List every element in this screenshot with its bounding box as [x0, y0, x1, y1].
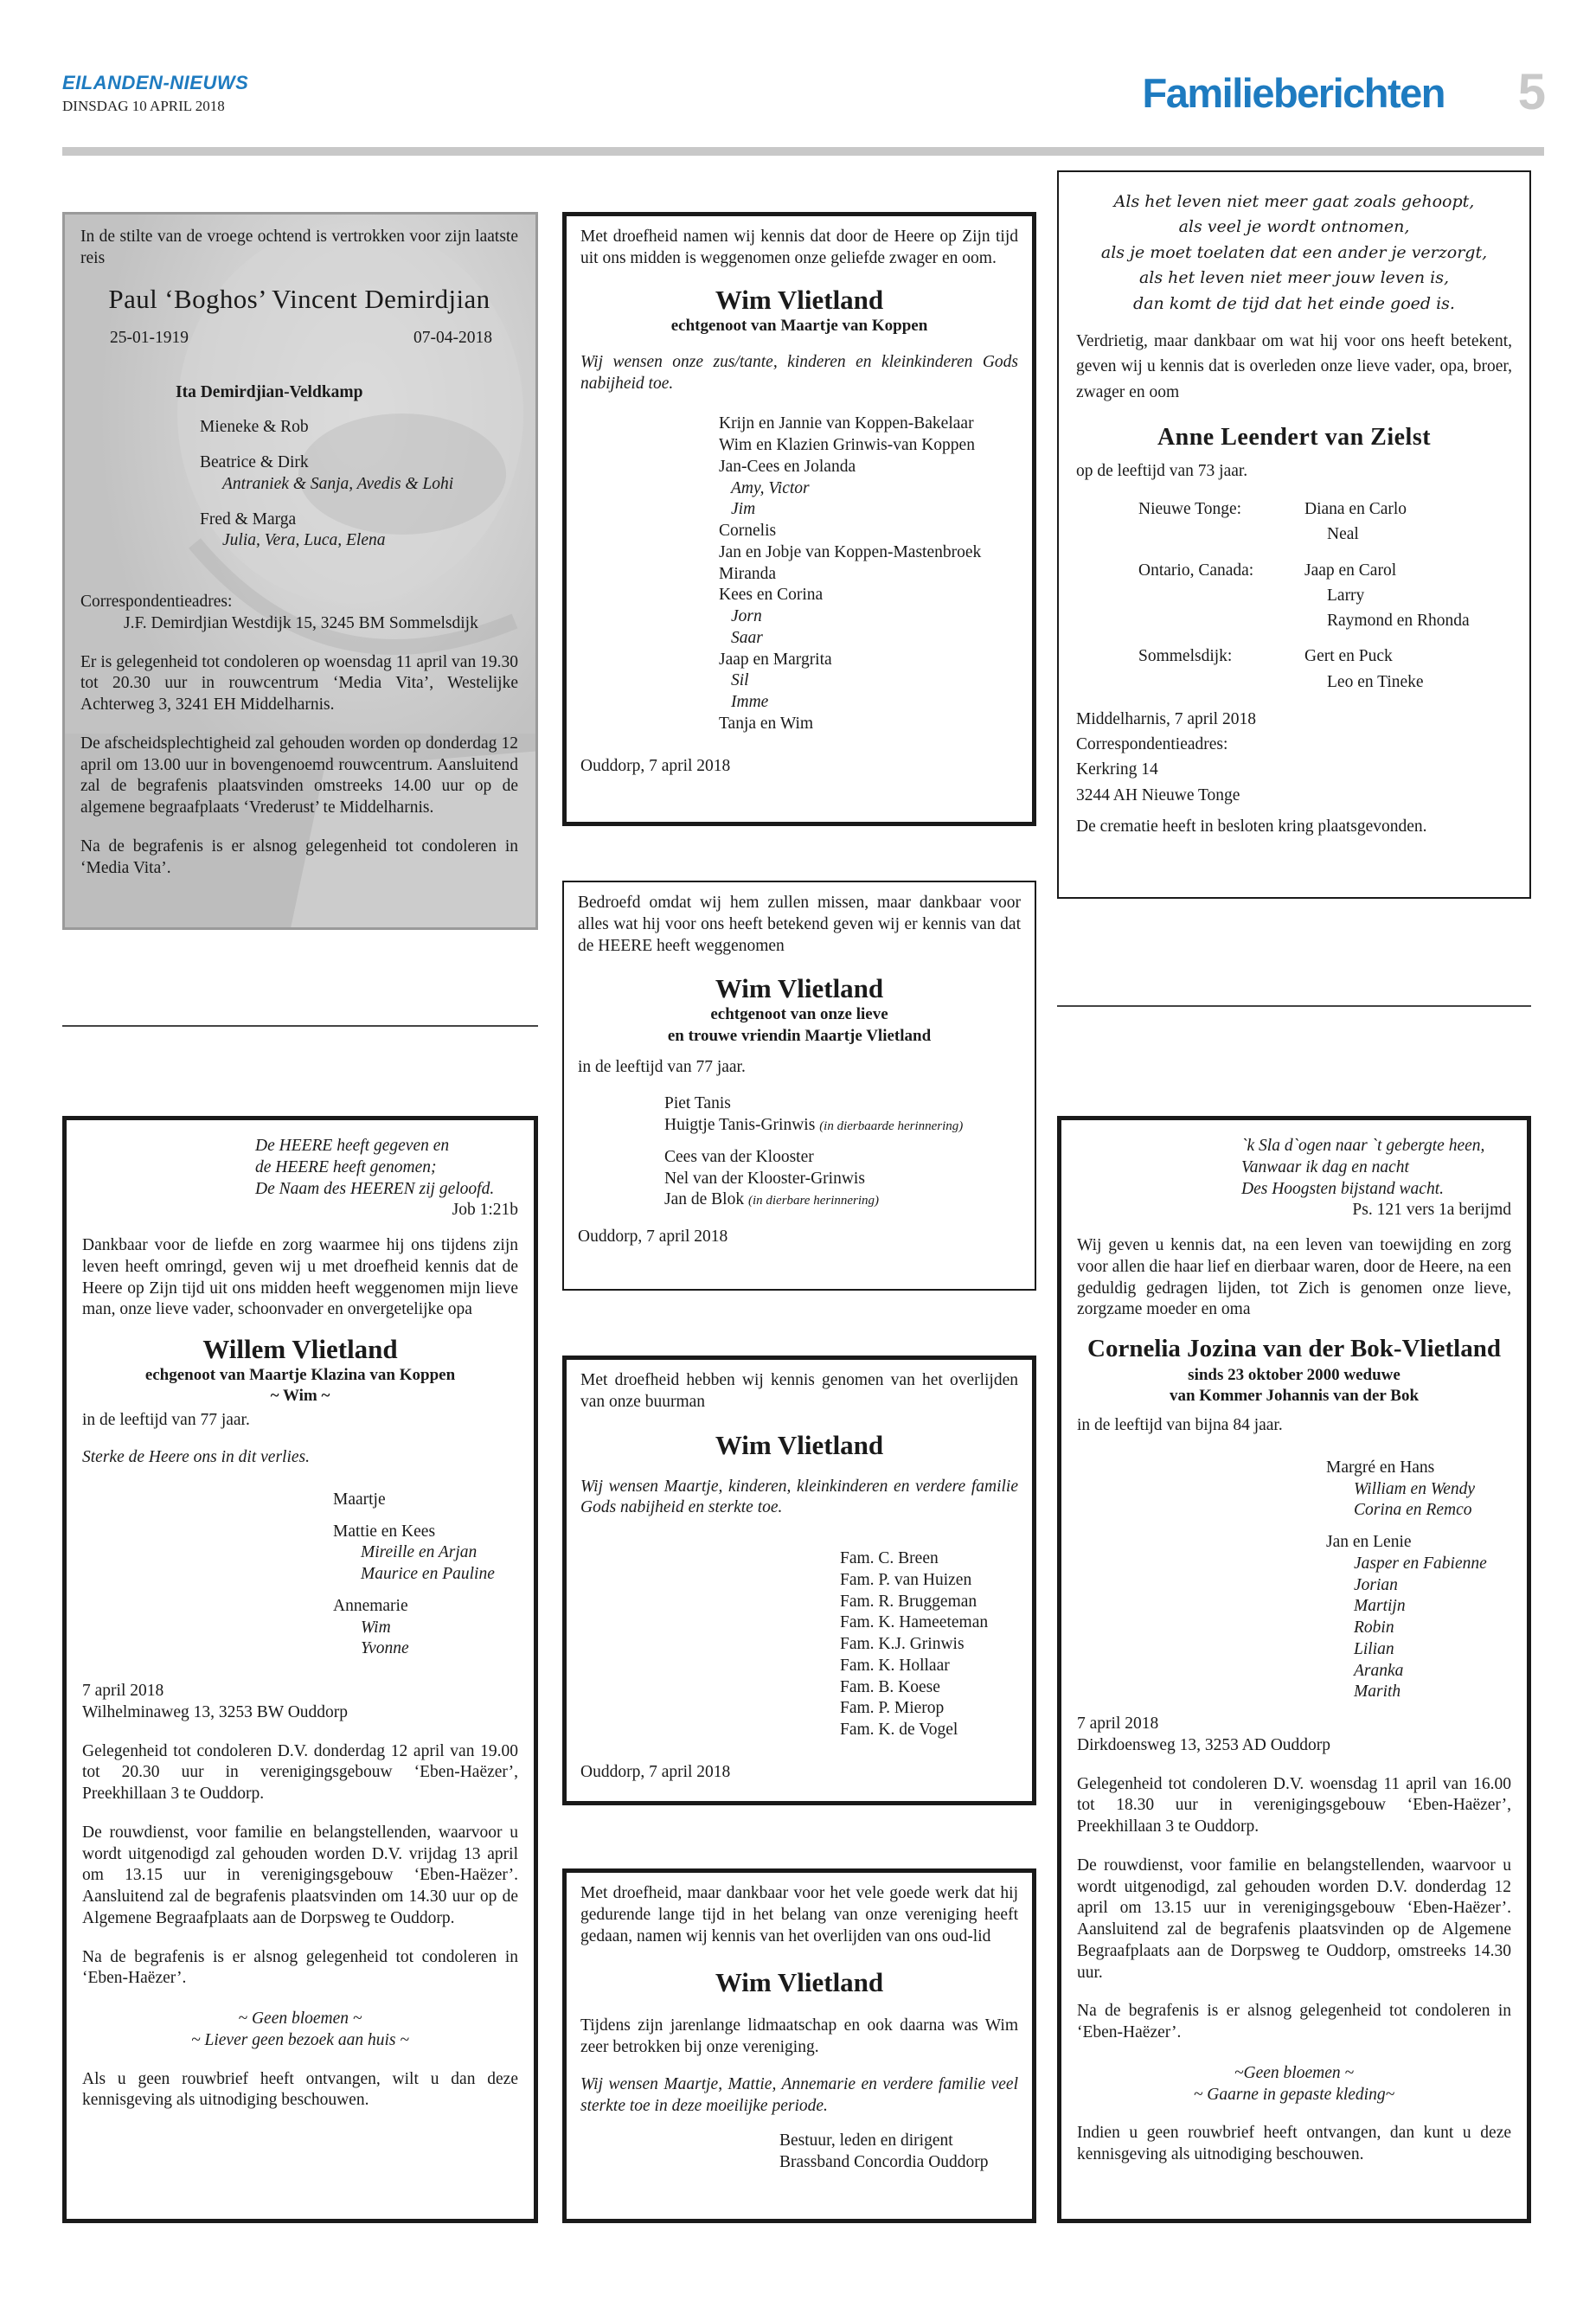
family-member: Jan-Cees en Jolanda — [719, 457, 856, 476]
verse-reference: Job 1:21b — [452, 1201, 518, 1220]
invitation-note: Indien u geen rouwbrief heeft ontvangen, dan kunt u deze kennisgeving als uitnodiging beschouwen. — [1077, 2124, 1511, 2164]
condolence-info: Gelegenheid tot condoleren D.V. donderdag 12 april van 19.00 tot 20.30 uur in verenigingsgebouw ‘Eben-Haëzer’, Preekhillaan 3 te Ouddorp. — [82, 1741, 518, 1804]
wim2-name: Wim Vlietland — [715, 973, 884, 1004]
grandchildren: Jim — [731, 500, 756, 519]
service-info: De rouwdienst, voor familie en belangstellenden, waarvoor u wordt uitgenodigd, zal gehouden worden D.V. donderdag 12 april om 13.15 uur in verenigingsgebouw ‘Eben-Haëzer’. Aansluitend zal de begrafenis plaatsvinden op de Algemene Begraafplaats aan de Dorpsweg te Ouddorp, omstreeks 14.30 uur. — [1077, 1856, 1511, 1982]
place-label: Ontario, Canada: — [1138, 561, 1254, 580]
neighbour-name: Fam. K. Hameeteman — [840, 1613, 989, 1632]
visit-note: ~ Liever geen bezoek aan huis ~ — [191, 2030, 409, 2049]
dress-note: ~ Gaarne in gepaste kleding~ — [1193, 2085, 1395, 2104]
grandchildren: Jasper en Fabienne — [1354, 1554, 1487, 1573]
service-info: De rouwdienst, voor familie en belangstellenden, waarvoor u wordt uitgenodigd zal gehouden worden D.V. vrijdag 13 april om 13.15 uur in verenigingsgebouw ‘Eben-Haëzer’. Aansluitend zal de begrafenis plaatsvinden om 14.30 uur op de Algemene Begraafplaats aan de Dorpsweg te Ouddorp. — [82, 1823, 518, 1927]
wim4-wish: Wij wensen Maartje, Mattie, Annemarie en verdere familie veel sterkte toe in deze moeilijke periode. — [580, 2074, 1018, 2115]
family-member: Margré en Hans — [1326, 1458, 1435, 1477]
wim1-name: Wim Vlietland — [715, 284, 884, 315]
wim3-place: Ouddorp, 7 april 2018 — [580, 1762, 731, 1781]
neighbour-name: Fam. C. Breen — [840, 1549, 939, 1568]
grandchildren: Jorian — [1354, 1575, 1398, 1594]
grandchildren: Robin — [1354, 1618, 1394, 1638]
corr-label: Correspondentieadres: — [80, 593, 233, 612]
wim1-spouse: echtgenoot van Maartje van Koppen — [670, 316, 928, 335]
address-line: Correspondentieadres: — [1076, 735, 1228, 754]
friend-name: Jan de Blok — [664, 1190, 745, 1209]
place-label: Nieuwe Tonge: — [1138, 500, 1242, 519]
neighbour-list — [580, 1548, 1018, 1741]
memory-note: (in dierbaarde herinnering) — [819, 1119, 964, 1134]
poem-line: als veel je wordt ontnomen, — [1178, 217, 1410, 237]
address-line: Kerkring 14 — [1076, 760, 1158, 779]
grandchildren: Julia, Vera, Luca, Elena — [222, 531, 386, 550]
wim1-place: Ouddorp, 7 april 2018 — [580, 756, 731, 775]
verse-reference: Ps. 121 vers 1a berijmd — [1352, 1201, 1511, 1220]
family-member: Gert en Puck — [1304, 647, 1393, 666]
family-member: Jan en Jobje van Koppen-Mastenbroek — [719, 542, 982, 561]
wim3-intro: Met droefheid hebben wij kennis genomen van het overlijden van onze buurman — [580, 1371, 1018, 1411]
grandchildren: Wim — [361, 1618, 391, 1637]
friend-name: Huigtje Tanis-Grinwis — [664, 1116, 816, 1135]
demirdjian-born: 25-01-1919 — [110, 328, 189, 347]
family-member: Annemarie — [333, 1596, 408, 1615]
cornelia-intro: Wij geven u kennis dat, na een leven van toewijding en zorg voor allen die haar lief en dierbaar waren, door de Heere, na een geduldig gedragen lijden, tot Zich is genomen onze lieve, zorgzame moeder en oma — [1077, 1236, 1511, 1319]
family-member: Diana en Carlo — [1304, 500, 1407, 519]
cornelia-name: Cornelia Jozina van der Bok-Vlietland — [1087, 1335, 1501, 1362]
divider — [62, 1025, 538, 1027]
family-member: Wim en Klazien Grinwis-van Koppen — [719, 436, 975, 455]
flowers-note: ~ Geen bloemen ~ — [238, 2009, 362, 2029]
address-line: 3244 AH Nieuwe Tonge — [1076, 785, 1240, 804]
wim1-wish: Wij wensen onze zus/tante, kinderen en kleinkinderen Gods nabijheid toe. — [580, 352, 1018, 393]
family-member: Maartje — [333, 1490, 386, 1509]
neighbour-name: Fam. P. van Huizen — [840, 1570, 972, 1589]
demirdjian-intro: In de stilte van de vroege ochtend is vertrokken voor zijn laatste reis — [80, 228, 518, 267]
issue-date: DINSDAG 10 APRIL 2018 — [62, 98, 225, 114]
notice-willem-vlietland — [62, 1116, 538, 2223]
family-member: Krijn en Jannie van Koppen-Bakelaar — [719, 414, 974, 433]
signature: Brassband Concordia Ouddorp — [779, 2153, 989, 2172]
willem-name: Willem Vlietland — [202, 1334, 398, 1364]
demirdjian-died: 07-04-2018 — [413, 328, 492, 347]
grandchildren: Antraniek & Sanja, Avedis & Lohi — [222, 474, 454, 493]
grandchildren: Sil — [731, 671, 749, 690]
demirdjian-name: Paul ‘Boghos’ Vincent Demirdjian — [108, 283, 490, 314]
family-member: Miranda — [719, 564, 777, 583]
page-number: 5 — [1517, 64, 1546, 120]
verse-line: Vanwaar ik dag en nacht — [1241, 1157, 1409, 1176]
friend-name: Nel van der Klooster-Grinwis — [664, 1169, 865, 1188]
wim2-age: in de leeftijd van 77 jaar. — [578, 1057, 746, 1076]
neighbour-name: Fam. K.J. Grinwis — [840, 1635, 965, 1654]
newspaper-brand: EILANDEN-NIEUWS — [62, 72, 249, 93]
family-member: Mieneke & Rob — [200, 418, 309, 437]
verse-line: De HEERE heeft gegeven en — [255, 1137, 450, 1155]
corr-address: J.F. Demirdjian Westdijk 15, 3245 BM Sommelsdijk — [124, 613, 478, 632]
anne-name: Anne Leendert van Zielst — [1157, 423, 1432, 451]
cornelia-address: Dirkdoensweg 13, 3253 AD Ouddorp — [1077, 1735, 1331, 1754]
friend-name: Piet Tanis — [664, 1094, 731, 1113]
after-funeral-info: Na de begrafenis is er alsnog gelegenheid tot condoleren in ‘Media Vita’. — [80, 836, 518, 877]
wim4-intro: Met droefheid, maar dankbaar voor het vele goede werk dat hij gedurende lange tijd in het belang van onze vereniging heeft gedaan, namen wij kennis van het overlijden van ons oud-lid — [580, 1884, 1018, 1945]
poem-line: Als het leven niet meer gaat zoals gehoopt, — [1113, 192, 1475, 211]
family-member: Cornelis — [719, 522, 777, 541]
address-line: Middelharnis, 7 april 2018 — [1076, 709, 1256, 728]
notice-demirdjian — [62, 212, 538, 930]
willem-age: in de leeftijd van 77 jaar. — [82, 1411, 250, 1430]
cornelia-age: in de leeftijd van bijna 84 jaar. — [1077, 1416, 1283, 1435]
invitation-note: Als u geen rouwbrief heeft ontvangen, wilt u dan deze kennisgeving als uitnodiging beschouwen. — [82, 2069, 518, 2110]
cremation-note: De crematie heeft in besloten kring plaatsgevonden. — [1076, 817, 1427, 836]
wim4-membership: Tijdens zijn jarenlange lidmaatschap en ook daarna was Wim zeer betrokken bij onze vereniging. — [580, 2016, 1018, 2057]
wim3-name: Wim Vlietland — [715, 1429, 884, 1460]
notice-wim-family — [562, 212, 1036, 826]
family-member: Mattie en Kees — [333, 1522, 436, 1541]
grandchildren: William en Wendy — [1354, 1479, 1476, 1498]
family-member: Tanja en Wim — [719, 714, 814, 733]
anne-age: op de leeftijd van 73 jaar. — [1076, 462, 1248, 481]
flowers-note: ~Geen bloemen ~ — [1234, 2063, 1355, 2082]
verse-line: De Naam des HEEREN zij geloofd. — [255, 1179, 495, 1198]
grandchildren: Lilian — [1354, 1639, 1394, 1658]
section-title: Familieberichten — [1142, 70, 1445, 116]
grandchildren: Aranka — [1354, 1661, 1404, 1680]
cornelia-sub: van Kommer Johannis van der Bok — [1169, 1386, 1420, 1405]
condolence-info: Gelegenheid tot condoleren D.V. woensdag 11 april van 16.00 tot 18.30 uur in verenigingsgebouw ‘Eben-Haëzer’, Preekhillaan 3 te Ouddorp. — [1077, 1774, 1511, 1836]
neighbour-name: Fam. K. de Vogel — [840, 1721, 958, 1740]
willem-nickname: ~ Wim ~ — [270, 1387, 330, 1406]
grandchildren: Mireille en Arjan — [361, 1543, 478, 1562]
cornelia-date: 7 april 2018 — [1077, 1715, 1159, 1734]
verse-line: Des Hoogsten bijstand wacht. — [1241, 1179, 1444, 1198]
family-member: Fred & Marga — [200, 510, 297, 529]
grandchildren: Martijn — [1354, 1597, 1406, 1616]
wim2-intro: Bedroefd omdat wij hem zullen missen, maar dankbaar voor alles wat hij voor ons heeft betekend geven wij er kennis van dat de HEERE heeft weggenomen — [578, 894, 1021, 955]
verse-line: de HEERE heeft genomen; — [255, 1157, 437, 1176]
family-member: Neal — [1327, 525, 1359, 544]
family-member: Beatrice & Dirk — [200, 453, 309, 472]
grandchildren: Amy, Victor — [731, 478, 810, 497]
after-funeral-info: Na de begrafenis is er alsnog gelegenheid tot condoleren in ‘Eben-Haëzer’. — [1077, 2002, 1511, 2042]
memory-note: (in dierbare herinnering) — [747, 1194, 880, 1208]
notice-anne-van-zielst — [1057, 170, 1531, 899]
wim2-place: Ouddorp, 7 april 2018 — [578, 1227, 728, 1247]
grandchildren: Imme — [731, 693, 769, 712]
after-funeral-info: Na de begrafenis is er alsnog gelegenheid tot condoleren in ‘Eben-Haëzer’. — [82, 1947, 518, 1988]
notice-wim-brassband — [562, 1868, 1036, 2223]
family-member: Jaap en Margrita — [719, 650, 832, 669]
divider — [1057, 1005, 1531, 1007]
family-list — [580, 413, 1018, 734]
signature: Bestuur, leden en dirigent — [779, 2131, 953, 2150]
family-member: Jaap en Carol — [1304, 561, 1397, 580]
family-member: Raymond en Rhonda — [1327, 612, 1470, 631]
poem-line: als je moet toelaten dat een ander je verzorgt, — [1100, 242, 1488, 262]
willem-spouse: echgenoot van Maartje Klazina van Koppen — [144, 1366, 456, 1385]
grandchildren: Marith — [1354, 1682, 1401, 1702]
neighbour-name: Fam. K. Hollaar — [840, 1656, 950, 1675]
poem-line: als het leven niet meer jouw leven is, — [1138, 268, 1450, 288]
neighbour-name: Fam. P. Mierop — [840, 1699, 945, 1718]
place-label: Sommelsdijk: — [1138, 647, 1233, 666]
condolence-info: Er is gelegenheid tot condoleren op woensdag 11 april van 19.30 tot 20.30 uur in rouwcentrum ‘Media Vita’, Westelijke Achterweg 3, 3241 EH Middelharnis. — [80, 652, 518, 715]
funeral-info: De afscheidsplechtigheid zal gehouden worden op donderdag 12 april om 13.00 uur in bovengenoemd rouwcentrum. Aansluitend zal de begrafenis plaatsvinden omstreeks 14.00 uur op de algemene begraafplaats ‘Vrederust’ te Middelharnis. — [80, 734, 518, 817]
cornelia-sub: sinds 23 oktober 2000 weduwe — [1188, 1365, 1401, 1384]
family-member: Leo en Tineke — [1327, 672, 1424, 691]
friend-name: Cees van der Klooster — [664, 1147, 814, 1166]
notice-cornelia-van-der-bok — [1057, 1116, 1531, 2223]
grandchildren: Saar — [731, 628, 763, 647]
grandchildren: Yvonne — [361, 1639, 409, 1658]
notice-wim-neighbours — [562, 1356, 1036, 1805]
wim2-sub: echtgenoot van onze lieve — [710, 1005, 888, 1024]
poem-line: dan komt de tijd dat het einde goed is. — [1133, 293, 1455, 313]
notice-wim-friends — [562, 881, 1036, 1291]
anne-intro: Verdrietig, maar dankbaar om wat hij voor ons heeft betekent, geven wij u kennis dat is overleden onze lieve vader, opa, broer, zwager en oom — [1076, 332, 1512, 401]
grandchildren: Maurice en Pauline — [361, 1565, 495, 1584]
wim2-sub: en trouwe vriendin Maartje Vlietland — [667, 1026, 932, 1045]
willem-intro: Dankbaar voor de liefde en zorg waarmee hij ons tijdens zijn leven heeft omringd, geven wij u met droefheid kennis dat de Heere op Zijn tijd uit ons midden heeft weggenomen mijn lieve man, onze lieve vader, schoonvader en onvergetelijke opa — [82, 1236, 518, 1319]
family-member: Larry — [1327, 586, 1365, 605]
header-rule — [62, 147, 1544, 156]
neighbour-name: Fam. R. Bruggeman — [840, 1592, 977, 1611]
willem-wish: Sterke de Heere ons in dit verlies. — [82, 1448, 310, 1467]
willem-date: 7 april 2018 — [82, 1682, 164, 1701]
family-member: Jan en Lenie — [1326, 1533, 1412, 1552]
neighbour-name: Fam. B. Koese — [840, 1677, 940, 1696]
demirdjian-widow: Ita Demirdjian-Veldkamp — [176, 382, 363, 401]
wim3-wish: Wij wensen Maartje, kinderen, kleinkinderen en verdere familie Gods nabijheid en sterkte toe. — [580, 1477, 1018, 1517]
wim4-name: Wim Vlietland — [715, 1967, 884, 1998]
grandchildren: Corina en Remco — [1354, 1501, 1472, 1520]
family-member: Kees en Corina — [719, 586, 824, 605]
willem-address: Wilhelminaweg 13, 3253 BW Ouddorp — [82, 1702, 349, 1721]
verse-line: `k Sla d`ogen naar `t gebergte heen, — [1241, 1137, 1485, 1155]
family-groups — [1076, 497, 1512, 695]
grandchildren: Jorn — [731, 607, 762, 626]
wim1-intro: Met droefheid namen wij kennis dat door de Heere op Zijn tijd uit ons midden is weggenomen onze geliefde zwager en oom. — [580, 228, 1018, 267]
